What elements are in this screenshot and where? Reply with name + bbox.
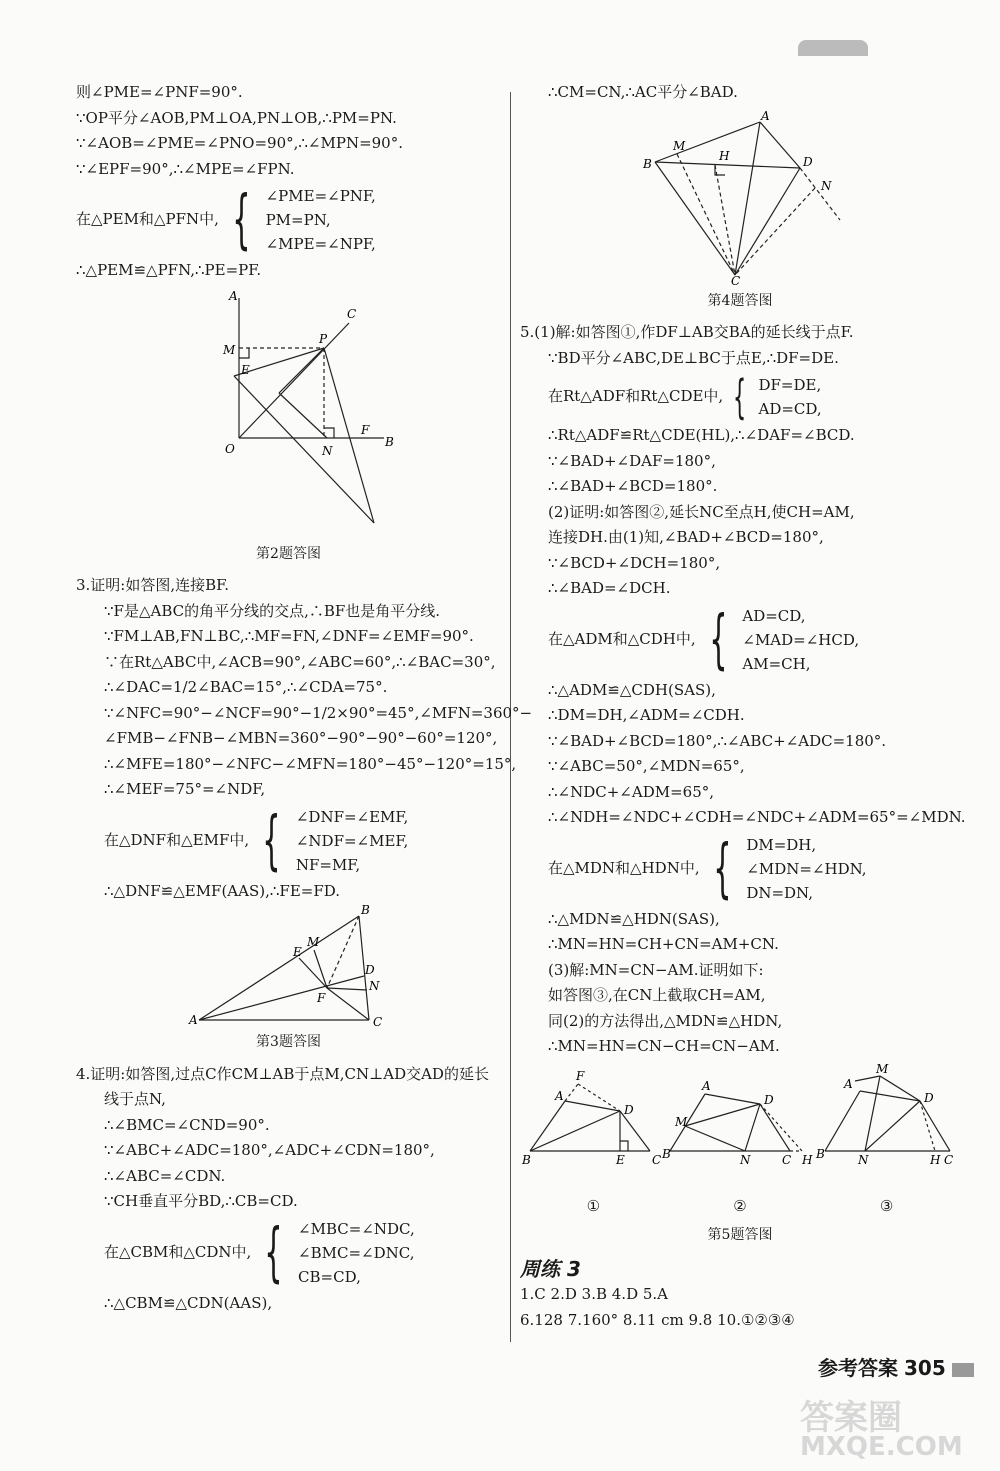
- brace-glyph: {: [708, 602, 728, 677]
- text-line: 4.证明:如答图,过点C作CM⊥AB于点M,CN⊥AD交AD的延长: [76, 1064, 489, 1083]
- text-line: ∴Rt△ADF≌Rt△CDE(HL),∴∠DAF=∠BCD.: [548, 426, 855, 444]
- brace-glyph: {: [232, 183, 251, 257]
- label-F: F: [316, 991, 325, 1005]
- label-A: A: [555, 1088, 564, 1103]
- label-A: A: [228, 288, 238, 303]
- figure-4: [635, 108, 845, 288]
- text-line: ∴∠ABC=∠CDN.: [104, 1166, 226, 1185]
- system-lead: 在△DNF和△EMF中,: [104, 830, 250, 849]
- system-lead: 在△ADM和△CDH中,: [548, 629, 696, 648]
- label-A: A: [844, 1076, 853, 1091]
- watermark-logo: 答案圈: [800, 1398, 902, 1438]
- text-line: 3.证明:如答图,连接BF.: [76, 576, 229, 594]
- watermark-url: MXQE.COM: [800, 1432, 963, 1462]
- label-F: F: [576, 1068, 585, 1083]
- label-N: N: [821, 178, 832, 193]
- label-H: H: [719, 148, 730, 163]
- label-C: C: [782, 1152, 792, 1167]
- label-N: N: [740, 1152, 751, 1167]
- text-line: ∵∠ABC+∠ADC=180°,∠ADC+∠CDN=180°,: [104, 1141, 435, 1159]
- figure-caption: 第2题答图: [256, 545, 321, 562]
- label-C: C: [731, 273, 741, 288]
- label-N: N: [858, 1152, 869, 1167]
- label-D: D: [364, 963, 375, 977]
- system-item: ∠MDN=∠HDN,: [746, 859, 867, 878]
- equation-system: [520, 370, 960, 424]
- label-M: M: [222, 342, 235, 357]
- text-line: 线于点N,: [104, 1090, 166, 1108]
- text-line: ∴△ADM≌△CDH(SAS),: [548, 680, 716, 699]
- label-B: B: [662, 1146, 671, 1161]
- right-column: [520, 80, 966, 1333]
- brace-glyph: {: [733, 370, 747, 424]
- section-label: 参考答案: [818, 1356, 898, 1380]
- system-lead: 在Rt△ADF和Rt△CDE中,: [548, 387, 724, 406]
- text-line: ∴∠BAD+∠BCD=180°.: [548, 477, 718, 495]
- label-D: D: [624, 1102, 634, 1117]
- text-line: ∵∠BCD+∠DCH=180°,: [548, 553, 721, 572]
- text-line: ∵∠ABC=50°,∠MDN=65°,: [548, 757, 745, 775]
- label-C: C: [346, 306, 356, 321]
- system-item: CB=CD,: [298, 1267, 361, 1286]
- label-B: B: [384, 434, 394, 449]
- label-A: A: [761, 108, 770, 123]
- text-line: ∵FM⊥AB,FN⊥BC,∴MF=FN,∠DNF=∠EMF=90°.: [104, 627, 474, 645]
- equation-system: [520, 833, 960, 905]
- system-item: AD=CD,: [742, 606, 806, 625]
- figure-2: [189, 288, 394, 538]
- figure-number: ①: [586, 1196, 601, 1215]
- label-H: H: [930, 1152, 941, 1167]
- label-C: C: [652, 1152, 662, 1167]
- label-C: C: [944, 1152, 954, 1167]
- label-H: H: [802, 1152, 813, 1167]
- text-line: ∴△PEM≌△PFN,∴PE=PF.: [76, 261, 262, 279]
- text-line: ∴∠MFE=180°−∠NFC−∠MFN=180°−45°−120°=15°,: [104, 754, 517, 773]
- system-item: ∠NDF=∠MEF,: [295, 831, 409, 850]
- system-item: PM=PN,: [265, 211, 331, 229]
- page-number: 305: [904, 1356, 946, 1380]
- text-line: ∴MN=HN=CH+CN=AM+CN.: [548, 935, 779, 953]
- text-line: ∵∠BAD+∠DAF=180°,: [548, 451, 716, 470]
- figure-number: ③: [879, 1196, 894, 1215]
- label-M: M: [673, 138, 686, 153]
- label-E: E: [616, 1152, 625, 1167]
- text-line: ∴△CBM≌△CDN(AAS),: [104, 1293, 273, 1312]
- text-line: ∵∠AOB=∠PME=∠PNO=90°,∴∠MPN=90°.: [76, 134, 403, 152]
- text-line: 连接DH.由(1)知,∠BAD+∠BCD=180°,: [548, 528, 824, 546]
- label-F: F: [360, 422, 369, 437]
- system-lead: 在△MDN和△HDN中,: [548, 858, 700, 877]
- left-column: [76, 80, 533, 1316]
- system-item: AD=CD,: [758, 400, 822, 418]
- system-item: ∠MAD=∠HCD,: [742, 630, 860, 649]
- label-O: O: [224, 441, 235, 456]
- system-item: ∠MBC=∠NDC,: [298, 1219, 415, 1238]
- text-line: 如答图③,在CN上截取CH=AM,: [548, 986, 766, 1004]
- figure-caption: 第3题答图: [256, 1034, 321, 1050]
- answer-line: 1.C 2.D 3.B 4.D 5.A: [520, 1285, 669, 1303]
- text-line: ∴∠BAD=∠DCH.: [548, 579, 671, 597]
- page-tab-decoration: [798, 40, 868, 56]
- text-line: ∵CH垂直平分BD,∴CB=CD.: [104, 1192, 298, 1210]
- text-line: ∠FMB−∠FNB−∠MBN=360°−90°−90°−60°=120°,: [104, 729, 498, 747]
- text-line: ∴DM=DH,∠ADM=∠CDH.: [548, 706, 745, 724]
- figure-5-numbering: [520, 1194, 960, 1220]
- label-B: B: [360, 903, 370, 917]
- label-N: N: [368, 979, 379, 993]
- label-B: B: [643, 156, 652, 171]
- label-B: B: [522, 1152, 531, 1167]
- label-N: N: [321, 443, 332, 458]
- text-line: ∴CM=CN,∴AC平分∠BAD.: [548, 83, 738, 101]
- label-E: E: [292, 945, 302, 959]
- text-line: ∵在Rt△ABC中,∠ACB=90°,∠ABC=60°,∴∠BAC=30°,: [104, 652, 496, 671]
- system-lead: 在△CBM和△CDN中,: [104, 1242, 252, 1261]
- text-line: ∵BD平分∠ABC,DE⊥BC于点E,∴DF=DE.: [548, 348, 839, 367]
- text-line: 同(2)的方法得出,△MDN≌△HDN,: [548, 1011, 783, 1030]
- system-item: ∠BMC=∠DNC,: [298, 1243, 415, 1262]
- figure-caption: 第5题答图: [707, 1227, 773, 1243]
- text-line: ∴∠DAC=1/2∠BAC=15°,∴∠CDA=75°.: [104, 678, 388, 696]
- text-line: 5.(1)解:如答图①,作DF⊥AB交BA的延长线于点F.: [520, 323, 854, 341]
- text-line: 则∠PME=∠PNF=90°.: [76, 83, 243, 101]
- label-E: E: [240, 362, 250, 377]
- text-line: ∵OP平分∠AOB,PM⊥OA,PN⊥OB,∴PM=PN.: [76, 108, 397, 127]
- system-item: ∠MPE=∠NPF,: [265, 235, 376, 253]
- label-M: M: [306, 935, 319, 949]
- figure-caption: 第4题答图: [707, 292, 773, 309]
- text-line: ∴△MDN≌△HDN(SAS),: [548, 909, 720, 928]
- equation-system: [520, 604, 960, 676]
- figure-number: ②: [733, 1196, 747, 1215]
- text-line: ∴MN=HN=CN−CH=CN−AM.: [548, 1037, 780, 1055]
- text-line: ∵F是△ABC的角平分线的交点,∴BF也是角平分线.: [104, 601, 441, 620]
- system-item: ∠DNF=∠EMF,: [295, 807, 409, 826]
- equation-system: [76, 805, 501, 877]
- text-line: ∵∠NFC=90°−∠NCF=90°−1/2×90°=45°,∠MFN=360°−: [104, 703, 533, 722]
- system-item: DF=DE,: [758, 376, 822, 394]
- text-line: ∴∠NDH=∠NDC+∠CDH=∠NDC+∠ADM=65°=∠MDN.: [548, 808, 966, 826]
- brace-glyph: {: [262, 803, 281, 878]
- label-P: P: [318, 331, 327, 346]
- system-item: DM=DH,: [746, 835, 817, 854]
- figure-5: [520, 1061, 960, 1194]
- answer-line: 6.128 7.160° 8.11 cm 9.8 10.①②③④: [520, 1310, 795, 1329]
- label-B: B: [816, 1146, 825, 1161]
- system-lead: 在△PEM和△PFN中,: [76, 210, 219, 229]
- label-M: M: [675, 1114, 688, 1129]
- text-line: ∴∠MEF=75°=∠NDF,: [104, 780, 266, 798]
- text-line: (2)证明:如答图②,延长NC至点H,使CH=AM,: [548, 502, 855, 521]
- system-item: DN=DN,: [746, 883, 813, 902]
- label-D: D: [764, 1092, 774, 1107]
- equation-system: [76, 184, 501, 256]
- text-line: ∴∠NDC+∠ADM=65°,: [548, 782, 715, 801]
- system-item: NF=MF,: [295, 855, 361, 874]
- text-line: ∵∠EPF=90°,∴∠MPE=∠FPN.: [76, 159, 295, 178]
- text-line: (3)解:MN=CN−AM.证明如下:: [548, 960, 764, 979]
- footer-box-icon: [952, 1363, 974, 1377]
- label-D: D: [924, 1090, 934, 1105]
- section-title: 周练 3: [520, 1256, 581, 1281]
- text-line: ∴∠BMC=∠CND=90°.: [104, 1115, 270, 1134]
- system-item: AM=CH,: [742, 654, 811, 673]
- brace-glyph: {: [712, 831, 732, 906]
- label-A: A: [188, 1013, 198, 1027]
- text-line: ∴△DNF≌△EMF(AAS),∴FE=FD.: [104, 881, 341, 900]
- label-D: D: [803, 154, 813, 169]
- system-item: ∠PME=∠PNF,: [265, 187, 376, 205]
- label-C: C: [372, 1015, 382, 1029]
- label-M: M: [876, 1061, 889, 1076]
- text-line: ∵∠BAD+∠BCD=180°,∴∠ABC+∠ADC=180°.: [548, 731, 887, 750]
- equation-system: [76, 1217, 501, 1289]
- figure-3: [188, 903, 389, 1029]
- brace-glyph: {: [264, 1215, 283, 1290]
- label-A: A: [702, 1078, 711, 1093]
- page-footer: [818, 1352, 974, 1381]
